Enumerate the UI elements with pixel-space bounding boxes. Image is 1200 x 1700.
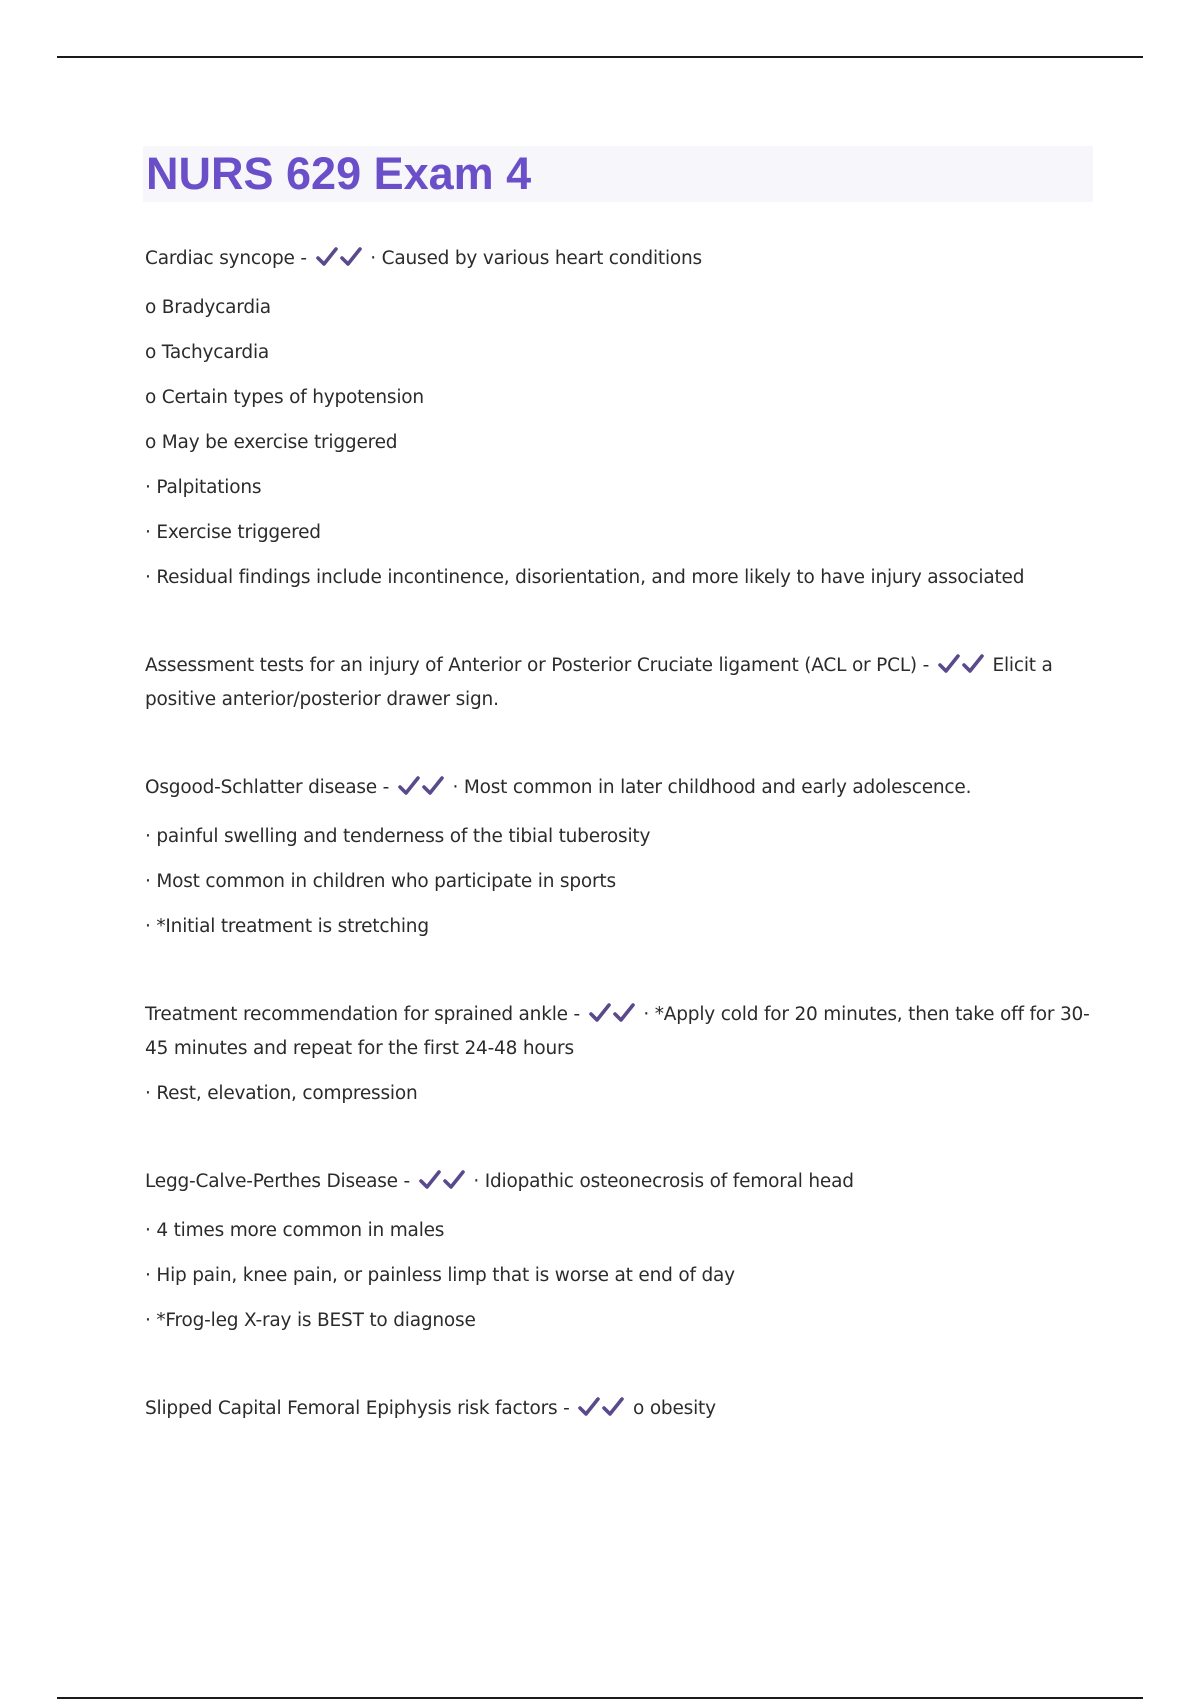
list-item: o May be exercise triggered [145, 432, 398, 453]
list-item: · Exercise triggered [145, 522, 321, 543]
entry-sprained-ankle [145, 1000, 1090, 1109]
entry-heading [145, 651, 1090, 715]
list-item: · Rest, elevation, compression [145, 1083, 418, 1104]
list-item: o Bradycardia [145, 297, 271, 318]
entry-answer: · Idiopathic osteonecrosis of femoral head [473, 1171, 854, 1192]
entry-term: Osgood-Schlatter disease - [145, 777, 390, 798]
entry-heading [145, 773, 1090, 807]
entry-answer: · *Apply cold for 20 minutes, then take off for 30-45 minutes and repeat for the first 24-48 hours [145, 1004, 1090, 1059]
list-item: o Tachycardia [145, 342, 270, 363]
entry-scfe-risk-factors [145, 1394, 1090, 1428]
entry-answer: · Caused by various heart conditions [370, 248, 702, 269]
list-item: · 4 times more common in males [145, 1220, 445, 1241]
double-check-icon [397, 775, 445, 807]
entry-heading [145, 1000, 1090, 1064]
entry-cardiac-syncope [145, 244, 1090, 593]
entry-answer: · Most common in later childhood and early adolescence. [452, 777, 972, 798]
list-item: · Residual findings include incontinence, disorientation, and more likely to have injury associated [145, 567, 1025, 588]
document-body [145, 244, 1090, 1486]
list-item: · Most common in children who participate in sports [145, 871, 616, 892]
list-item: · *Frog-leg X-ray is BEST to diagnose [145, 1310, 476, 1331]
entry-heading [145, 1394, 1090, 1428]
entry-answer: o obesity [633, 1398, 716, 1419]
entry-term: Slipped Capital Femoral Epiphysis risk factors - [145, 1398, 570, 1419]
list-item: o Certain types of hypotension [145, 387, 424, 408]
list-item: · Hip pain, knee pain, or painless limp that is worse at end of day [145, 1265, 735, 1286]
entry-heading [145, 244, 1090, 278]
bottom-rule [57, 1697, 1143, 1699]
entry-term: Treatment recommendation for sprained ankle - [145, 1004, 581, 1025]
entry-term: Cardiac syncope - [145, 248, 307, 269]
list-item: · *Initial treatment is stretching [145, 916, 429, 937]
entry-answer: Elicit a positive anterior/posterior drawer sign. [145, 655, 1053, 710]
entry-legg-calve-perthes [145, 1167, 1090, 1336]
document-title: NURS 629 Exam 4 [146, 148, 532, 199]
double-check-icon [937, 653, 985, 685]
entry-term: Legg-Calve-Perthes Disease - [145, 1171, 411, 1192]
list-item: · painful swelling and tenderness of the tibial tuberosity [145, 826, 651, 847]
list-item: · Palpitations [145, 477, 262, 498]
entry-acl-pcl-assessment [145, 651, 1090, 715]
double-check-icon [577, 1396, 625, 1428]
double-check-icon [418, 1169, 466, 1201]
entry-term: Assessment tests for an injury of Anterior or Posterior Cruciate ligament (ACL or PCL) - [145, 655, 930, 676]
top-rule [57, 56, 1143, 58]
double-check-icon [588, 1002, 636, 1034]
entry-osgood-schlatter [145, 773, 1090, 942]
double-check-icon [315, 246, 363, 278]
entry-heading [145, 1167, 1090, 1201]
